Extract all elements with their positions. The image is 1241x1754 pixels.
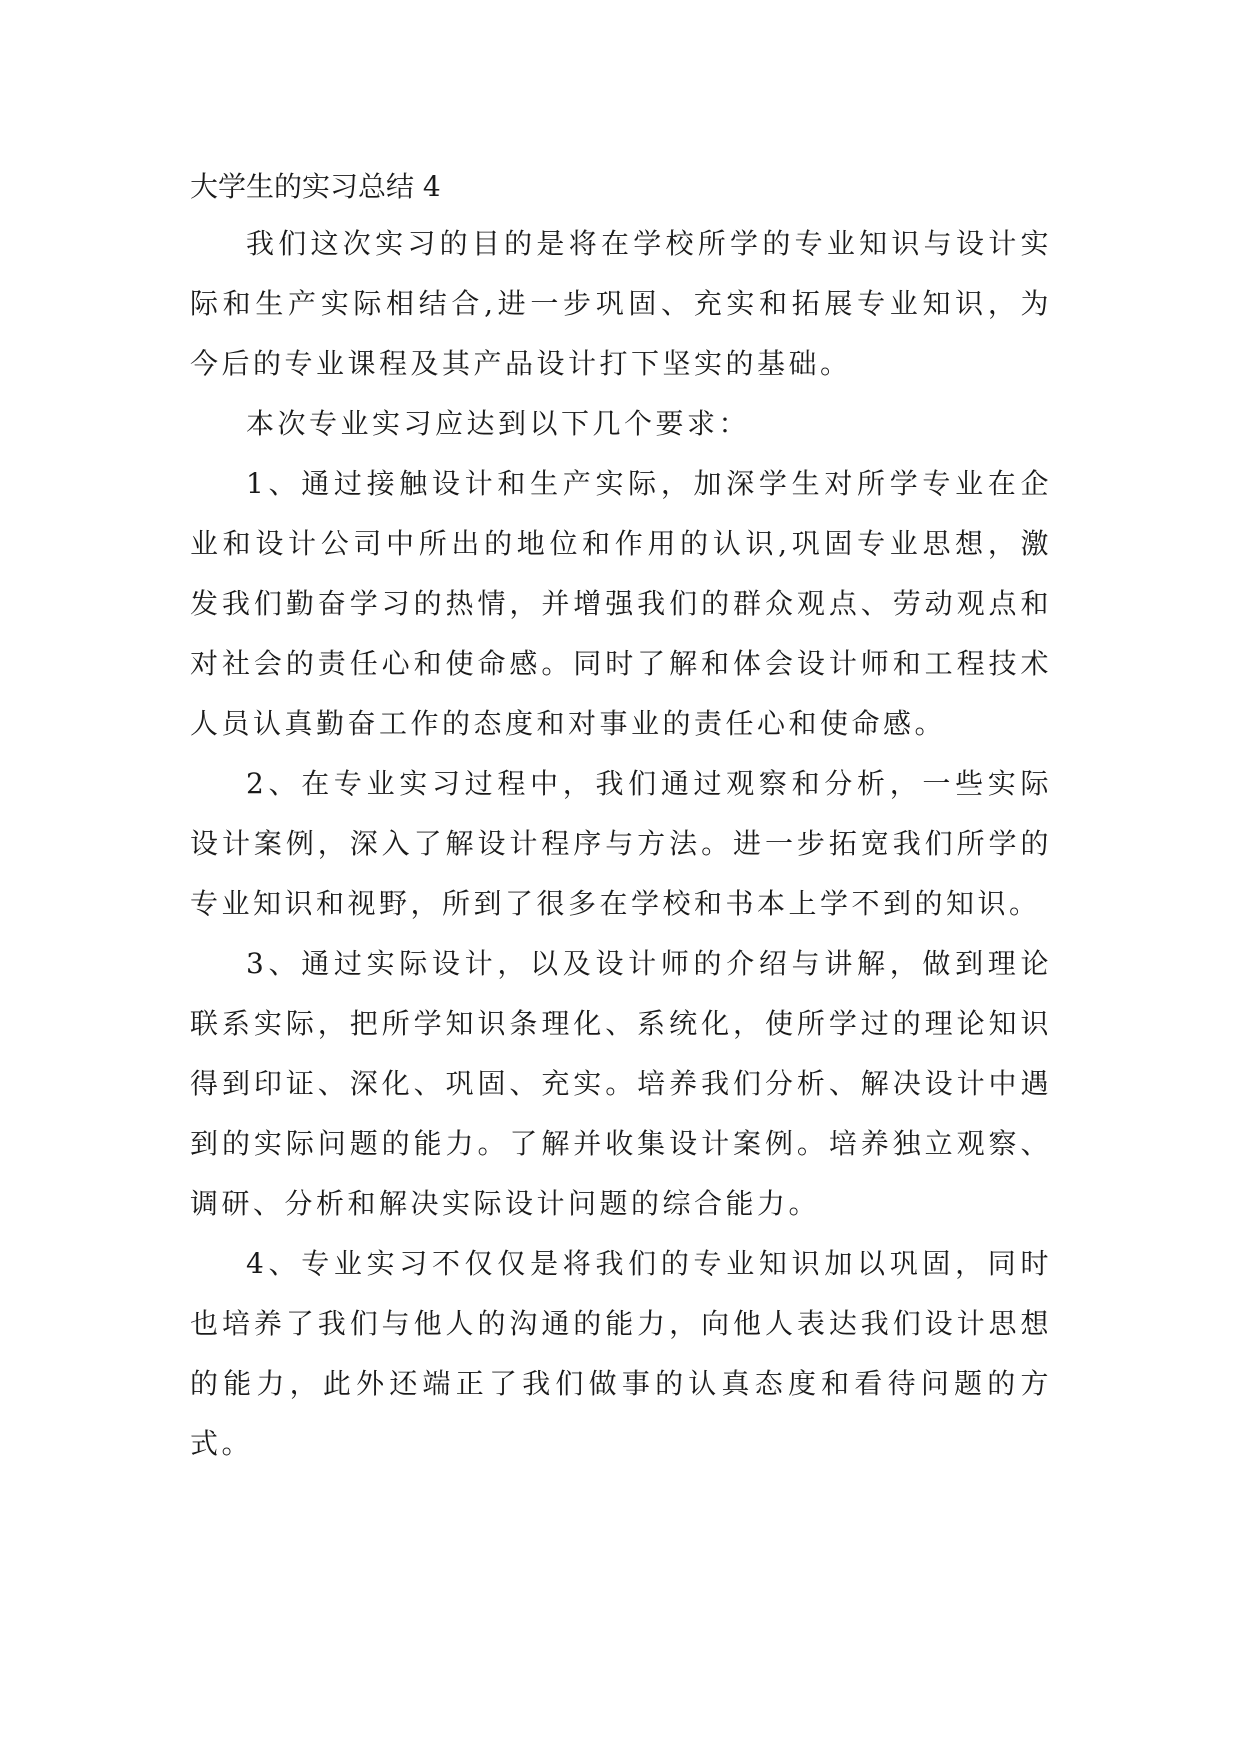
- document-page: [190, 160, 1052, 1474]
- paragraph-requirement-2: 2、在专业实习过程中，我们通过观察和分析，一些实际设计案例，深入了解设计程序与方法。进一步拓宽我们所学的专业知识和视野，所到了很多在学校和书本上学不到的知识。: [190, 767, 1052, 920]
- paragraph-requirement-1: 1、通过接触设计和生产实际，加深学生对所学专业在企业和设计公司中所出的地位和作用的认识,巩固专业思想，激发我们勤奋学习的热情，并增强我们的群众观点、劳动观点和对社会的责任心和使命感。同时了解和体会设计师和工程技术人员认真勤奋工作的态度和对事业的责任心和使命感。: [190, 467, 1052, 740]
- paragraph-requirement-4: 4、专业实习不仅仅是将我们的专业知识加以巩固，同时也培养了我们与他人的沟通的能力，向他人表达我们设计思想的能力，此外还端正了我们做事的认真态度和看待问题的方式。: [190, 1247, 1052, 1460]
- document-title: 大学生的实习总结 4: [190, 170, 441, 203]
- paragraph-purpose: 我们这次实习的目的是将在学校所学的专业知识与设计实际和生产实际相结合,进一步巩固、充实和拓展专业知识，为今后的专业课程及其产品设计打下坚实的基础。: [190, 227, 1052, 380]
- paragraph-requirements-intro: 本次专业实习应达到以下几个要求：: [246, 407, 751, 440]
- paragraph-requirement-3: 3、通过实际设计，以及设计师的介绍与讲解，做到理论联系实际，把所学知识条理化、系统化，使所学过的理论知识得到印证、深化、巩固、充实。培养我们分析、解决设计中遇到的实际问题的能力。了解并收集设计案例。培养独立观察、调研、分析和解决实际设计问题的综合能力。: [190, 947, 1052, 1220]
